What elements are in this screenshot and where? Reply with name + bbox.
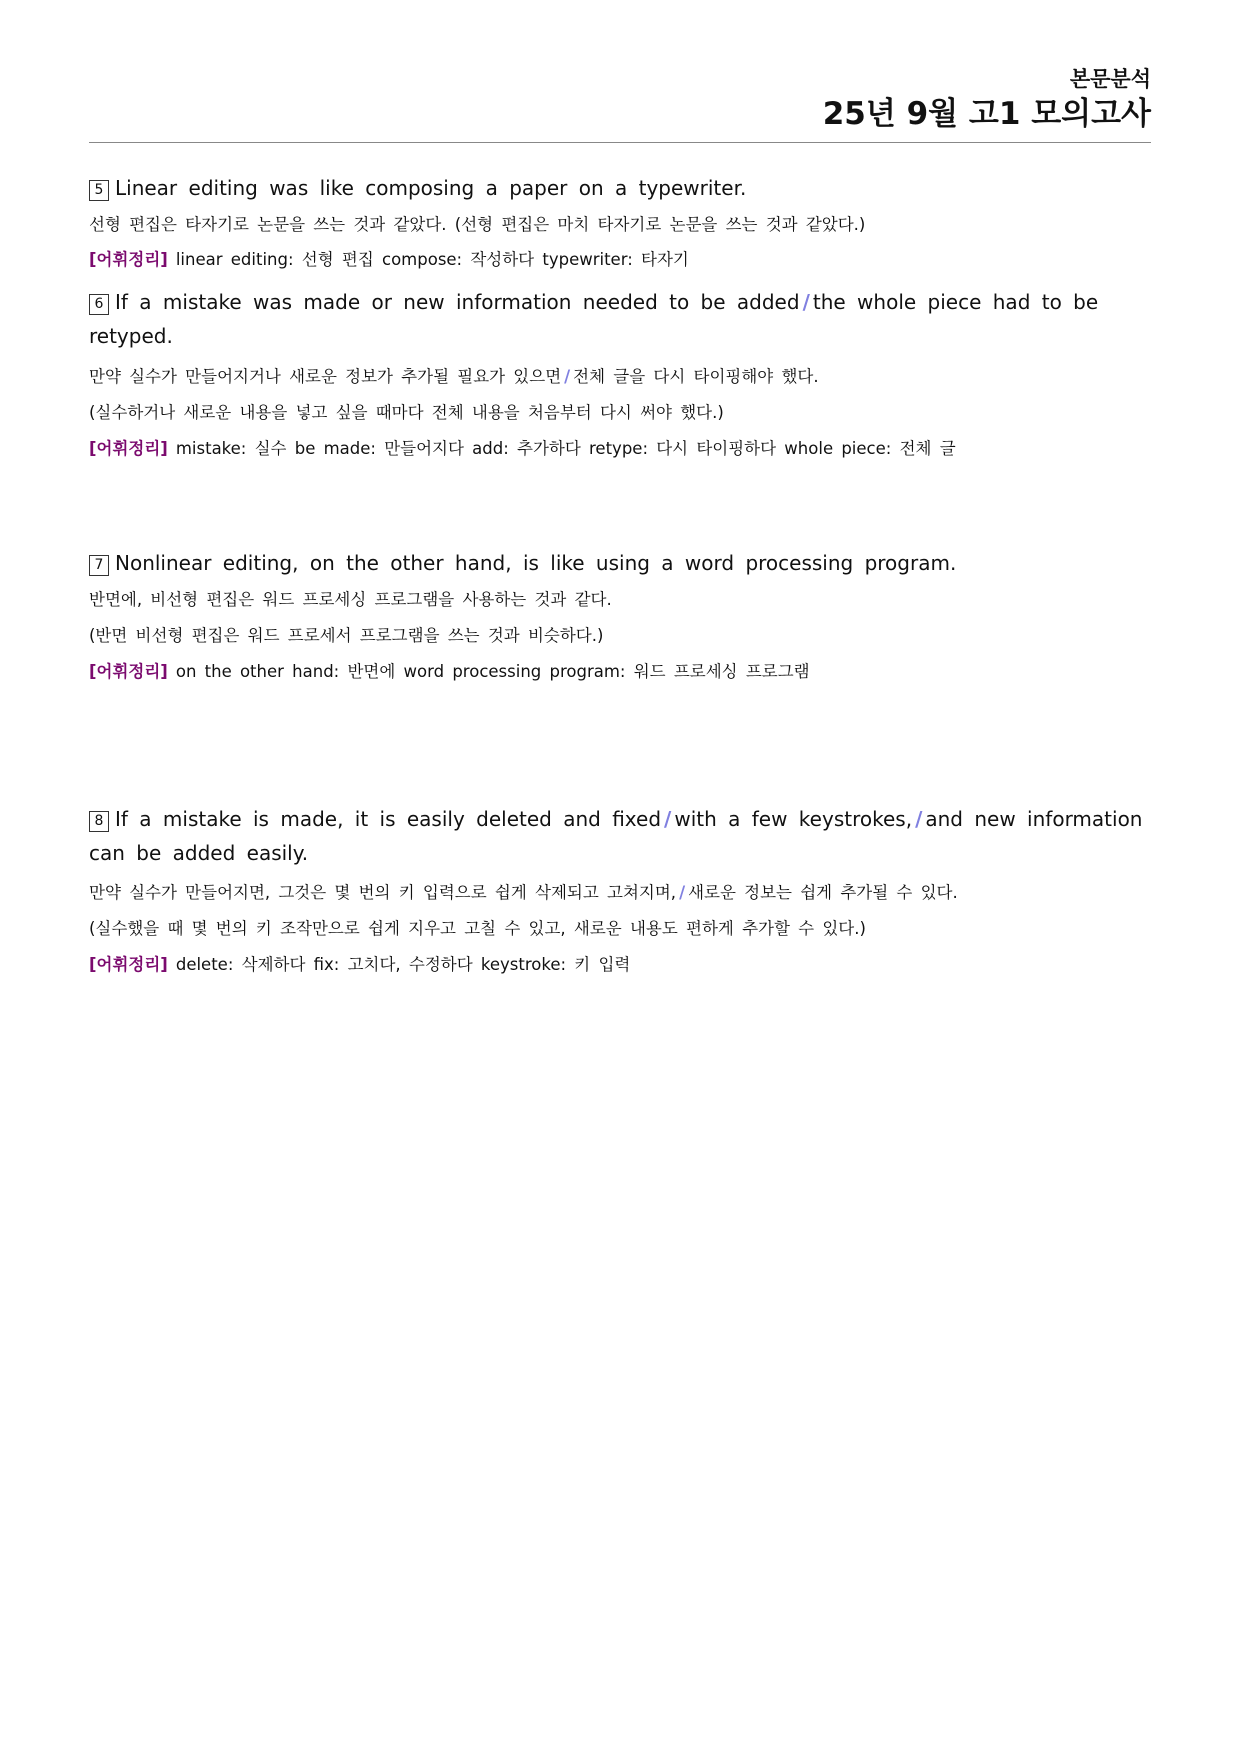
sentence-7-paraphrase: (반면 비선형 편집은 워드 프로세서 프로그램을 쓰는 것과 비슷하다.) xyxy=(89,626,604,645)
chunk-slash: / xyxy=(679,883,686,902)
sentence-6-english: 6 If a mistake was made or new information needed to be added / the whole piece had to be retyped. xyxy=(89,290,1099,348)
sentence-8-paraphrase: (실수했을 때 몇 번의 키 조작만으로 쉽게 지우고 고칠 수 있고, 새로운 내용도 편하게 추가할 수 있다.) xyxy=(89,919,866,938)
sentence-5-english: 5 Linear editing was like composing a paper on a typewriter. xyxy=(89,171,1165,205)
sentence-8-number: 8 xyxy=(89,811,109,832)
vocab-label: [어휘정리] xyxy=(89,955,168,974)
page-header xyxy=(89,66,1151,134)
chunk-slash: / xyxy=(564,367,571,386)
vocab-label: [어휘정리] xyxy=(89,250,168,269)
sentence-5-korean: 선형 편집은 타자기로 논문을 쓰는 것과 같았다. (선형 편집은 마치 타자기로 논문을 쓰는 것과 같았다.) xyxy=(89,215,866,234)
vocab-label: [어휘정리] xyxy=(89,662,168,681)
sentence-7-number: 7 xyxy=(89,555,109,576)
sentence-6-block xyxy=(89,285,1165,460)
chunk-slash: / xyxy=(915,807,923,831)
sentence-6-korean: 만약 실수가 만들어지거나 새로운 정보가 추가될 필요가 있으면 / 전체 글을 다시 타이핑해야 했다. xyxy=(89,367,819,386)
sentence-8-block xyxy=(89,802,1165,976)
sentence-7-block xyxy=(89,546,1165,683)
sentence-6-paraphrase: (실수하거나 새로운 내용을 넣고 싶을 때마다 전체 내용을 처음부터 다시 써야 했다.) xyxy=(89,403,724,422)
sentence-5-block xyxy=(89,171,1165,271)
page-title: 25년 9월 고1 모의고사 xyxy=(822,96,1151,132)
sentence-8-vocab: [어휘정리] delete: 삭제하다 fix: 고치다, 수정하다 keystroke: 키 입력 xyxy=(89,955,631,974)
chunk-slash: / xyxy=(802,290,810,314)
header-kicker: 본문분석 xyxy=(1069,67,1151,91)
sentence-8-korean: 만약 실수가 만들어지면, 그것은 몇 번의 키 입력으로 쉽게 삭제되고 고쳐지며, / 새로운 정보는 쉽게 추가될 수 있다. xyxy=(89,883,958,902)
sentence-8-english: 8 If a mistake is made, it is easily deleted and fixed / with a few keystrokes, / and new information can be added easily. xyxy=(89,807,1143,865)
chunk-slash: / xyxy=(664,807,672,831)
vocab-label: [어휘정리] xyxy=(89,439,168,458)
sentence-7-korean: 반면에, 비선형 편집은 워드 프로세싱 프로그램을 사용하는 것과 같다. xyxy=(89,590,612,609)
header-divider xyxy=(89,142,1151,143)
sentence-7-english: 7 Nonlinear editing, on the other hand, is like using a word processing program. xyxy=(89,546,1165,580)
sentence-6-vocab: [어휘정리] mistake: 실수 be made: 만들어지다 add: 추가하다 retype: 다시 타이핑하다 whole piece: 전체 글 xyxy=(89,439,956,458)
sentence-5-number: 5 xyxy=(89,180,109,201)
sentence-5-vocab: [어휘정리] linear editing: 선형 편집 compose: 작성하다 typewriter: 타자기 xyxy=(89,250,689,269)
sentence-7-vocab: [어휘정리] on the other hand: 반면에 word processing program: 워드 프로세싱 프로그램 xyxy=(89,662,810,681)
sentence-6-number: 6 xyxy=(89,294,109,315)
